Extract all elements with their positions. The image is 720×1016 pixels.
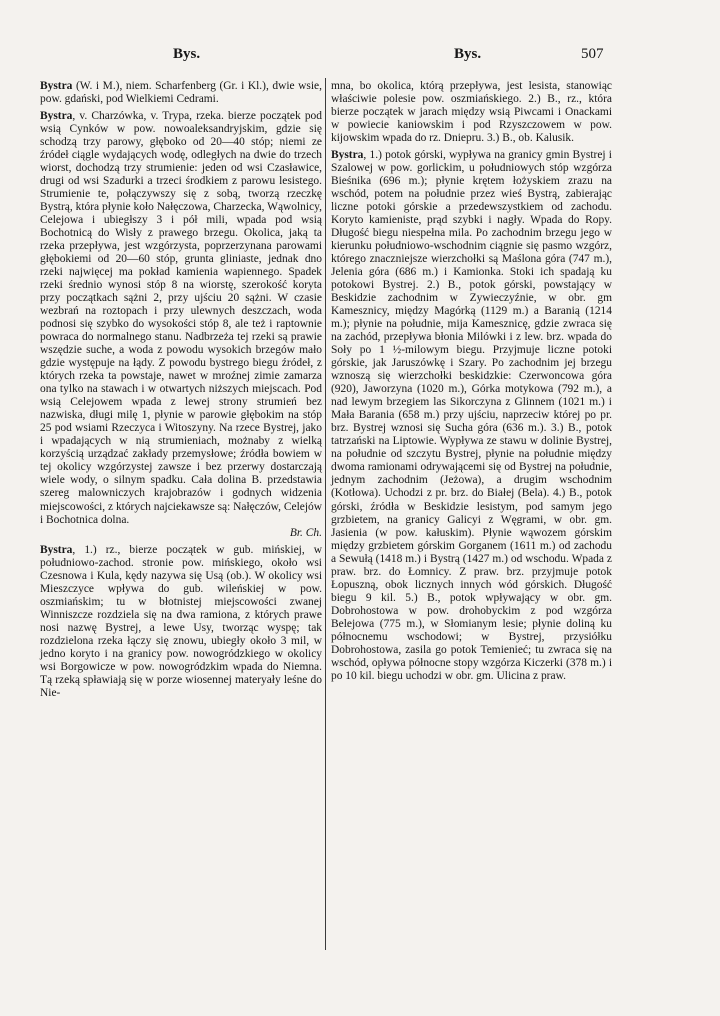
entry-paragraph [40, 110, 322, 540]
right-column [331, 80, 612, 683]
entry-headword: Bystra [40, 543, 73, 556]
entry-continuation [331, 80, 612, 145]
column-divider [325, 78, 326, 950]
entry-paragraph [331, 149, 612, 683]
author-signature: Br. Ch. [289, 526, 322, 539]
entry-paragraph [40, 80, 322, 106]
entry-headword: Bystra [331, 149, 364, 162]
entry-headword: Bystra [40, 80, 73, 92]
running-head-center: Bys. [454, 46, 482, 62]
running-head-left: Bys. [173, 46, 201, 62]
entry-headword: Bystra [40, 110, 73, 123]
left-column [40, 80, 322, 700]
entry-text: , v. Charzówka, v. Trypa, rzeka. bierze początek pod wsią Cynków w pow. nowoaleksandryjskim, gdzie się schodzą trzy parowy, głęboko od 20—40 stóp; niemi ze źródeł ciągle wydających wodę, odległych na dwie do trzech wiorst, dochodzą trzy strumienie: jeden od wsi Czasławice, drugi od wsi Szadurki a trzeci środkiem z parowu lesistego. Strumienie te, połączywszy się z sobą, tworzą rzeczkę Bystrą, która płynie koło Nałęczowa, Charzecka, Wąwolnicy, Celejowa i ubiegłszy 3 i pół mili, wpada pod wsią Bochotnicą do Wisły z prawego brzegu. Okolica, jaką ta rzeka przepływa, jest wzgórzysta, poprzerzynana parowami głębokiemi od 20—60 stóp, grunta gliniaste, jednak dno rzeki najwięcej ma pokład kamienia wapiennego. Spadek rzeki średnio wynosi stóp 8 na wiorstę, szerokość koryta przy początkach sążni 2, przy ujściu 20 sążni. W czasie wezbrań na roztopach i przy ulewnych deszczach, woda podnosi się szybko do wysokości stóp 8, ale też i raptownie powraca do normalnego stanu. Nadbrzeża tej rzeki są prawie wszędzie suche, a woda z powodu wysokich brzegów mało gdzie występuje na łądy. Z powodu bystrego biegu źródeł, z których rzeka ta powstaje, nawet w mroźnej zimie zamarza ona tylko na stawach i w otwartych niższych miejscach. Pod wsią Celejowem wpada z lewej strony strumień bez nazwiska, długi milę 1, płynie w parowie głębokim na stóp 25 pod wsiami Rzeczyca i Witoszyny. Na rzece Bystrej, jako i wpadających w nią strumieniach, możnaby z wielką korzyścią urządzać zakłady przemysłowe; źródła bowiem w tej okolicy wzgórzystej zawsze i bez przerwy dostarczają wiele wody, o silnym spadku. Cała dolina B. przedstawia szereg malowniczych krajobrazów i godnych widzenia miejscowości, z których najciekawsze są: Nałęczów, Celejów i Bochotnica dolna. [40, 110, 322, 526]
entry-text: , 1.) rz., bierze początek w gub. mińskiej, w południowo-zachod. stronie pow. mińskiego, około wsi Czesnowa i Kula, kędy nazywa się Usą (ob.). W okolicy wsi Mieszczyce wpływa do gub. wileńskiej w pow. oszmiańskim; tu w błotnistej miejscowości zwanej Winniszcze rozdziela się na dwa ramiona, z których prawe nosi nazwę Bystrej, a lewe Usy, tworząc wyspę; tak rozdzielona rzeka łączy się znowu, ubiegły około 3 mil, w jedno koryto i na granicy pow. nowogródzkiego w okolicy wsi Borgowicze w pow. nowogródzkim wpada do Niemna. Tą rzeką spławiają się w porze wiosennej materyały leśne do Nie- [40, 543, 322, 699]
entry-text: mna, bo okolica, którą przepływa, jest lesista, stanowiąc właściwie polesie pow. oszmiańskiego. 2.) B., rz., która bierze początek w jarach między wsią Piwcami i Onackami w powiecie kaniowskim i pod Rzyszczowem w pow. kijowskim wpada do rz. Dniepru. 3.) B., ob. Kalusik. [331, 80, 612, 145]
entry-text: (W. i M.), niem. Scharfenberg (Gr. i Kl.), dwie wsie, pow. gdański, pod Wielkiemi Cedrami. [40, 80, 322, 106]
page-number: 507 [581, 46, 604, 62]
entry-text: , 1.) potok górski, wypływa na granicy gmin Bystrej i Szalowej w pow. gorlickim, u południowych stóp wzgórza Bieśnika (696 m.); płynie krętem łożyskiem zrazu na wschód, potem na południe przez wieś Bystrą, zabierając liczne potoki górskie a przedewszystkiem od zachodu. Koryto kamieniste, prąd szybki i nagły. Wpada do Ropy. Długość biegu niespełna mila. Po zachodnim brzegu jego w kierunku południowo-wschodnim ciągnie się pasmo wzgórz, którego znaczniejsze wierzchołki są Maślona góra (747 m.), Jelenia góra (686 m.) i Kamionka. Stoki ich spadają ku potokowi Bystrej. 2.) B., potok górski, powstający w Beskidzie zachodnim w Zywieczyźnie, w obr. gm Kamesznicy, między Magórką (1129 m.) a Baranią (1214 m.); płynie na południe, mija Kamesznicę, gdzie zwraca się na zachód, przepływa błonia Milówki i z lew. brz. wpada do Soły po 1 ½-milowym biegu. Przyjmuje liczne potoki górskie, jak Jaruszówkę i Szary. Po zachodnim jej brzegu wznoszą się wierzchołki beskidzkie: Czerwoncowa góra (920), Jaworzyna (1020 m.), Górka motykowa (792 m.), a nad lewym brzegiem las Sikorczyna z Glinnem (1021 m.) i Mała Barania (658 m.) przy ujściu, naprzeciw której po pr. brz. Bystrej wznosi się Sucha góra (636 m.). 3.) B., potok tatrzański na Liptowie. Wypływa ze stawu w dolinie Bystrej, na południe od szczytu Bystrej, płynie na południe między dwoma ramionami odrywającemi się od Bystrej na południe, jednym zachodnim (Jeżowa), a drugim wschodnim (Kotłowa). Uchodzi z pr. brz. do Białej (Bela). 4.) B., potok górski, źródła w Beskidzie lesistym, pod samym jego grzbietem, na granicy Galicyi z Węgrami, w obr. gm. Jasienia (w pow. kałuskim). Płynie wąwozem górskim między grzbietem górskim Gorganem (1611 m.) od zachodu a Sewułą (1418 m.) i Bystrą (1427 m.) od wschodu. Wpada z praw. brz. do Łomnicy. Z praw. brz. przyjmuje potok Łopuszną, obok licznych innych wód górskich. Długość biegu 9 kil. 5.) B., potok wpływający w obr. gm. Dobrohostowa w pow. drohobyckim z pod wzgórza Belejowa (775 m.), w Słomianym lesie; płynie doliną ku północnemu wschodowi; w Bystrej, przysiółku Dobrohostowa, zasila go potok Temienieć; tu zwraca się na wschód, opływa północne stopy wzgórza Kiczerki (378 m.) i po 10 kil. biegu uchodzi w obr. gm. Ulicina z praw. [331, 149, 612, 682]
entry-paragraph [40, 544, 322, 700]
